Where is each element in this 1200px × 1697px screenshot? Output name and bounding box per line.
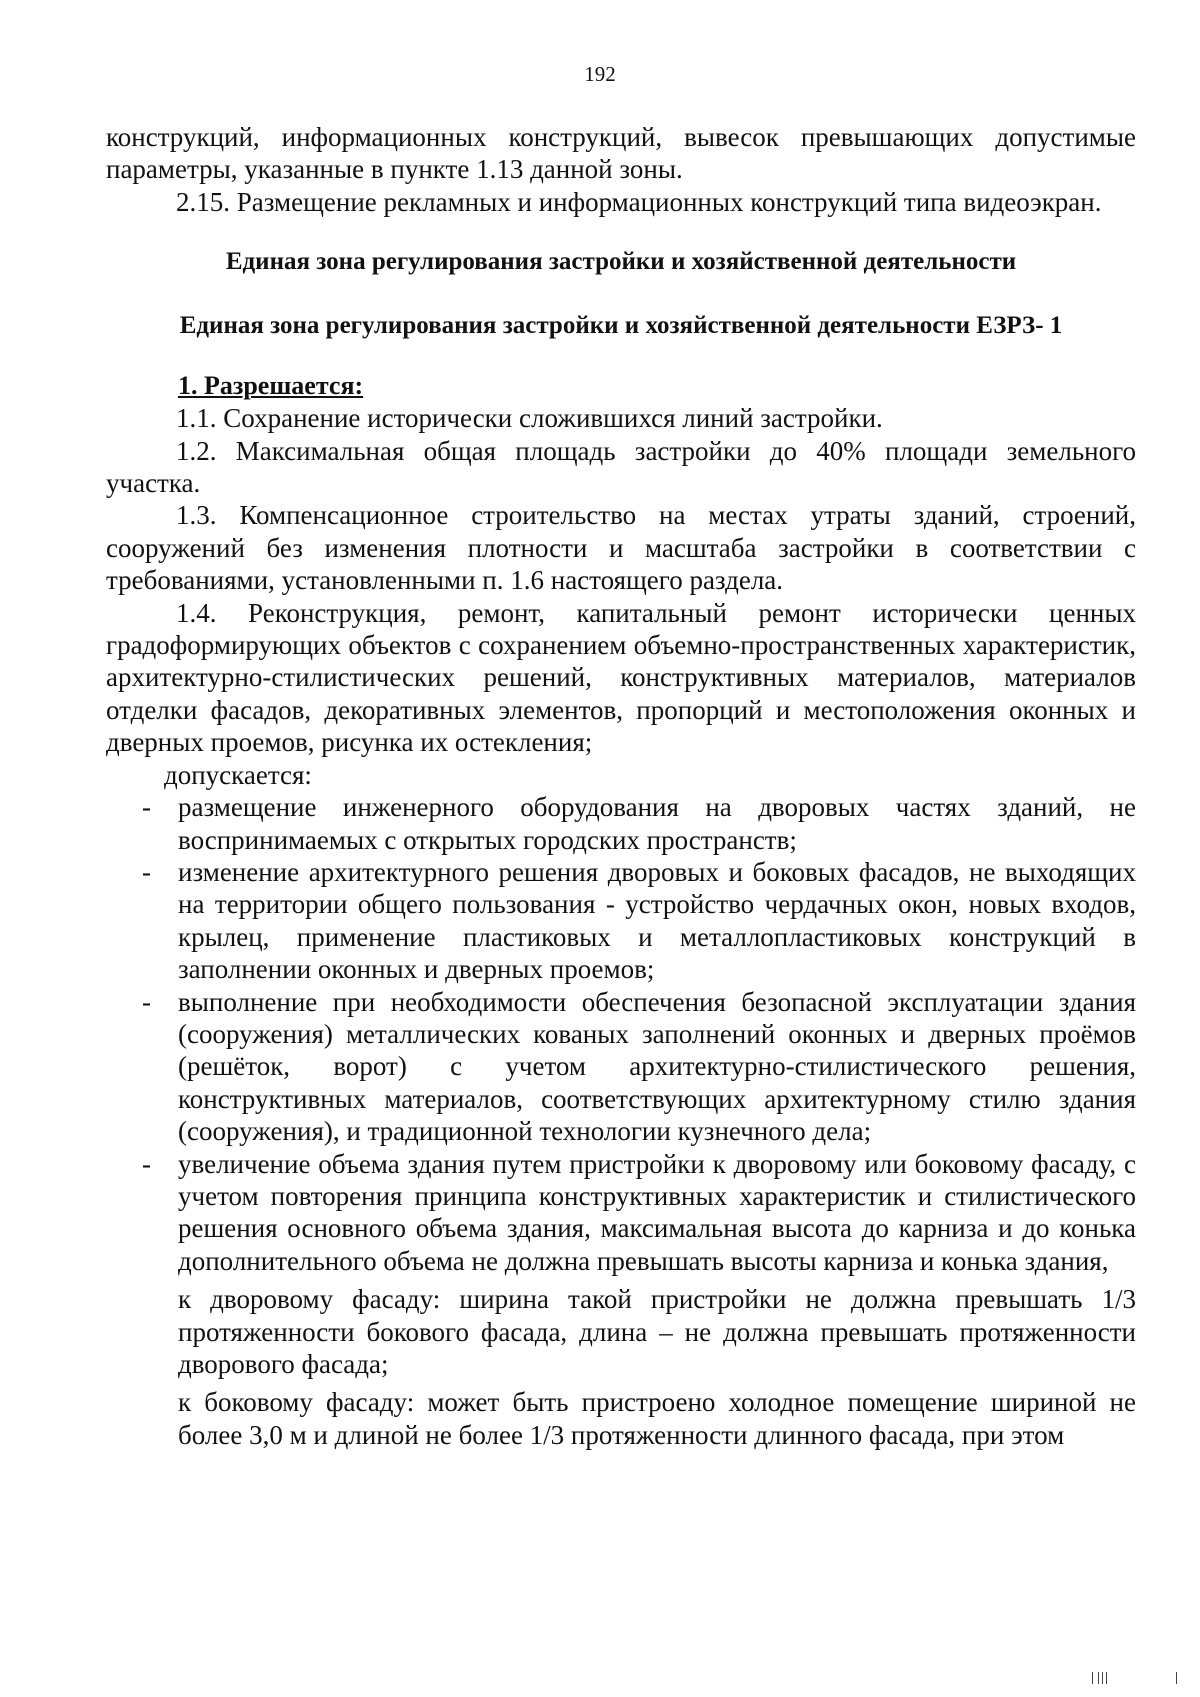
scan-mark [1092, 1672, 1093, 1684]
scan-mark [1106, 1672, 1107, 1684]
item-1-2: 1.2. Максимальная общая площадь застройки до 40% площади земельного участка. [106, 435, 1136, 499]
item-1-3: 1.3. Компенсационное строительство на местах утраты зданий, строений, сооружений без изменения плотности и масштаба застройки в соответствии с требованиями, установленными п. 1.6 настоящего раздела. [106, 500, 1136, 596]
document-body [106, 121, 1136, 1451]
bullet-dash: - [142, 856, 151, 887]
list-item [106, 856, 1136, 986]
list-item [106, 1148, 1136, 1278]
section-title-allowed: 1. Разрешается: [178, 371, 364, 401]
list-item-text: размещение инженерного оборудования на дворовых частях зданий, не воспринимаемых с открытых городских пространств; [178, 792, 1136, 855]
bullet-dash: - [142, 986, 151, 1017]
list-item-text: увеличение объема здания путем пристройки к дворовому или боковому фасаду, с учетом повторения принципа конструктивных характеристик и стилистического решения основного объема здания, максимальная высота до карниза и до конька дополнительного объема не должна превышать высоты карниза и конька здания, [178, 1148, 1136, 1276]
scan-artifact-marks [1090, 1668, 1180, 1686]
scan-mark [1102, 1672, 1103, 1684]
item-1-1: 1.1. Сохранение исторически сложившихся линий застройки. [176, 403, 883, 434]
list-item [106, 986, 1136, 1148]
bullet-dash: - [142, 1148, 151, 1179]
list-item-text: изменение архитектурного решения дворовых и боковых фасадов, не выходящих на территории общего пользования - устройство чердачных окон, новых входов, крылец, применение пластиковых и металлопластиковых конструкций в заполнении оконных и дверных проемов; [178, 856, 1136, 985]
scan-mark [1176, 1672, 1177, 1684]
sub-paragraph-side-facade: к боковому фасаду: может быть пристроено холодное помещение шириной не более 3,0 м и длиной не более 1/3 протяженности длинного фасада, при этом [178, 1387, 1136, 1450]
paragraph-2-15: 2.15. Размещение рекламных и информационных конструкций типа видеоэкран. [176, 186, 1102, 217]
bullet-dash: - [142, 792, 151, 823]
zone-subtitle: Единая зона регулирования застройки и хозяйственной деятельности ЕЗРЗ- 1 [179, 312, 1063, 340]
page-number: 192 [584, 62, 616, 86]
sub-paragraph-courtyard-facade: к дворовому фасаду: ширина такой пристройки не должна превышать 1/3 протяженности бокового фасада, длина – не должна превышать протяженности дворового фасада; [178, 1284, 1136, 1379]
paragraph-continuation: конструкций, информационных конструкций, вывесок превышающих допустимые параметры, указанные в пункте 1.13 данной зоны. [106, 122, 1136, 185]
scan-mark [1098, 1672, 1099, 1684]
list-item-text: выполнение при необходимости обеспечения безопасной эксплуатации здания (сооружения) металлических кованых заполнений оконных и дверных проёмов (решёток, ворот) с учетом архитектурно-стилистического решения, конструктивных материалов, соответствующих архитектурному стилю здания (сооружения), и традиционной технологии кузнечного дела; [178, 986, 1136, 1147]
item-1-4: 1.4. Реконструкция, ремонт, капитальный ремонт исторически ценных градоформирующих объектов с сохранением объемно-пространственных характеристик, архитектурно-стилистических решений, конструктивных материалов, материалов отделки фасадов, декоративных элементов, пропорций и местоположения оконных и дверных проемов, рисунка их остекления; [106, 597, 1136, 758]
allowed-label: допускается: [164, 759, 312, 790]
list-item [106, 791, 1136, 856]
zone-title: Единая зона регулирования застройки и хозяйственной деятельности [225, 248, 1017, 276]
